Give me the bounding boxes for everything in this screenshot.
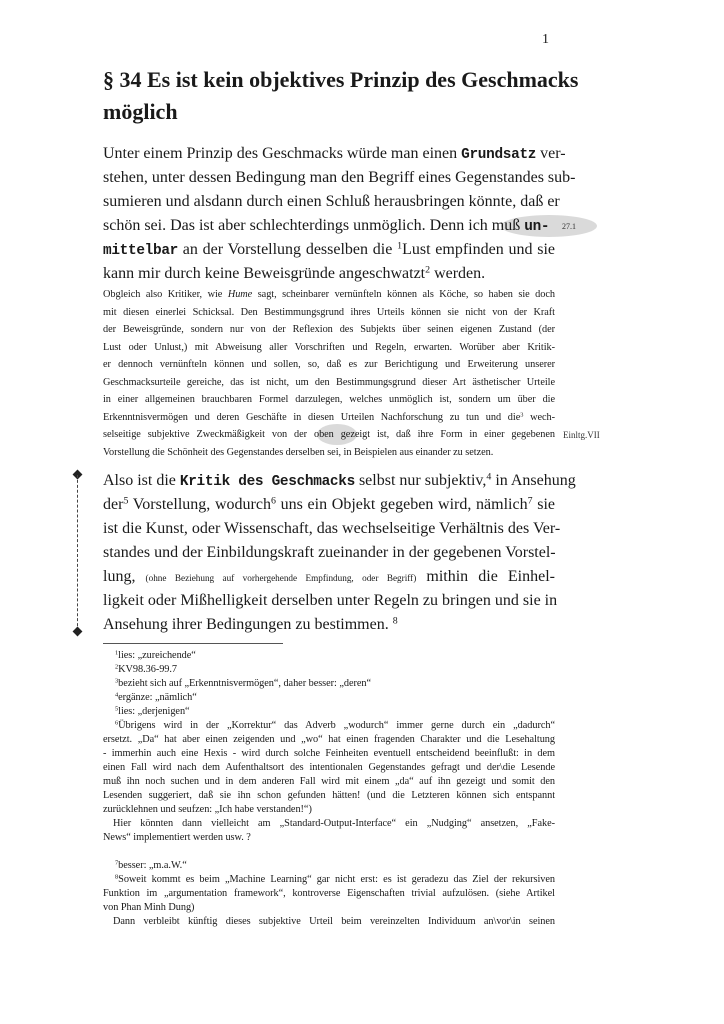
section-heading-line-2: möglich xyxy=(103,99,178,124)
footnote-7 xyxy=(103,859,555,873)
text-line: Geschmacksurteile gereiche, das ist nicht, um den Bestimmungsgrund dieser Art ästhetischer Urteile xyxy=(103,376,555,388)
footnote-2 xyxy=(103,663,555,677)
text-line xyxy=(103,238,555,262)
text-line xyxy=(103,262,555,286)
text-line: der Beweisgründe, sondern nur von der Reflexion des Subjekts über seinen eigenen Zustand (der xyxy=(103,324,555,335)
text-line: stehen, unter dessen Bedingung man den Begriff eines Gegenstandes sub- xyxy=(103,169,576,186)
section-heading-line-1: § 34 Es ist kein objektives Prinzip des Geschmacks xyxy=(103,67,579,92)
footnote-1 xyxy=(103,649,555,663)
page-body xyxy=(103,64,600,929)
text: lung, xyxy=(103,568,146,585)
footnote-text: bezieht sich auf „Erkenntnisvermögen“, daher besser: „deren“ xyxy=(118,678,372,689)
text-line: ist die Kunst, oder Wissenschaft, das wechselseitige Verhältnis des Ver- xyxy=(103,520,561,537)
footnote-mark: 4 xyxy=(115,691,119,699)
text-line xyxy=(103,493,555,517)
change-bar-end-marker-icon xyxy=(73,627,83,637)
footnote-line: Lesenden suggeriert, daß sie ihn schon gefunden hätten! (und die Letzteren können sich entspannt xyxy=(103,790,555,801)
text-line xyxy=(103,426,555,444)
footnote-text: Übrigens wird in der „Korrektur“ das Adverb „wodurch“ immer gerne durch ein „dadurch“ xyxy=(118,720,555,731)
footnote-text: Soweit kommt es beim „Machine Learning“ gar nicht erst: es ist geradezu das Ziel der rekursiven xyxy=(118,874,555,885)
italic-name: Hume xyxy=(227,289,253,300)
footnote-ref[interactable]: 8 xyxy=(392,615,398,627)
text: Also ist die xyxy=(103,472,180,489)
text: kann mir durch keine Beweisgründe angeschwatzt xyxy=(103,265,426,282)
footnote-mark: 8 xyxy=(115,873,119,881)
footnote-line: einen Fall wird nach dem Aufenthaltsort des intentionalen Gegenstandes gefragt und der\die Lesende xyxy=(103,762,555,773)
text-line xyxy=(103,409,555,427)
footnote-line: von Phan Minh Dung) xyxy=(103,902,195,913)
footnote-text: besser: „m.a.W.“ xyxy=(118,860,187,871)
text: werden. xyxy=(430,265,486,282)
change-bar xyxy=(77,475,78,631)
footnote-line: - immerhin auch eine Hexis - wird durch solche Feinheiten eventuell entscheidend beeinflußt: in dem xyxy=(103,748,555,759)
footnote-line: zurücklehnen und seufzen: „Ich habe verstanden!“) xyxy=(103,804,312,815)
footnote-line: muß ihn noch suchen und in dem anderen Fall wird mit einem „da“ auf ihn gezeigt und somit den xyxy=(103,776,555,787)
text: sie xyxy=(532,496,555,513)
footnote-mark: 3 xyxy=(115,677,119,685)
text-line: Lust oder Unlust,) mit Abweisung aller Vorschriften und Regeln, erwarten. Worüber aber Kritik- xyxy=(103,341,555,353)
text-line: Vorstellung die Schönheit des Gegenstandes derselben sei, in Beispielen aus einander zu setzen. xyxy=(103,446,494,458)
paragraph-2-quote xyxy=(103,286,600,461)
text: in Ansehung xyxy=(491,472,576,489)
footnote-text: lies: „derjenigen“ xyxy=(118,706,190,717)
footnote-text: KV98.36-99.7 xyxy=(118,664,178,675)
margin-note-ref: Einltg.VII xyxy=(563,430,600,440)
text-line xyxy=(103,565,555,589)
text: der xyxy=(103,496,124,513)
text: Ansehung ihrer Bedingungen zu bestimmen. xyxy=(103,616,393,633)
text: schön sei. Das ist aber schlechterdings unmöglich. Denn ich muß xyxy=(103,217,525,234)
footnote-mark: 6 xyxy=(115,719,119,727)
text: sagt, scheinbarer vernünfteln können als Köche, so haben sie doch xyxy=(252,289,555,300)
footnote-mark: 5 xyxy=(115,705,119,713)
footnote-line: News“ implementiert werden usw. ? xyxy=(103,832,251,843)
footnote-ref[interactable]: 7 xyxy=(527,495,533,507)
text: selseitige subjektive Zweckmäßigkeit von der xyxy=(103,429,314,440)
text: wech- xyxy=(523,411,555,423)
parenthetical-aside: (ohne Beziehung auf vorhergehende Empfindung, oder Begriff) xyxy=(145,573,417,583)
footnote-mark: 7 xyxy=(115,859,119,867)
footnote-mark: 1 xyxy=(115,649,119,657)
footnote-line xyxy=(103,873,555,887)
paragraph-3 xyxy=(103,469,576,637)
text-line: er dennoch vernünfteln können und sollen, so, daß es zur Berichtigung und Erweiterung unserer xyxy=(103,359,555,370)
footnote-text: ergänze: „nämlich“ xyxy=(118,692,197,703)
text-line xyxy=(103,613,555,637)
text-line: mit diesen einerlei Schicksal. Den Bestimmungsgrund ihres Urteils können sie nicht von der Kraft xyxy=(103,306,555,318)
footnote-ref[interactable]: 5 xyxy=(123,495,129,507)
footnote-line: ersetzt. „Da“ hat aber einen zeigenden und „wo“ hat einen fragenden Charakter und die Lesehaltung xyxy=(103,734,555,745)
footnote-6 xyxy=(103,719,555,845)
text: ver- xyxy=(536,145,566,162)
text-line: sumieren und alsdann durch einen Schluß herausbringen könnte, daß er xyxy=(103,193,560,210)
text-line xyxy=(103,142,566,166)
text-line: in einer allgemeinen brauchbaren Formel darzulegen, welches unmöglich ist, sondern um über die xyxy=(103,394,555,405)
text: gezeigt ist, daß ihre Form in einer gegebenen xyxy=(333,429,555,440)
text-line: standes und der Einbildungskraft zueinander in der gegebenen Vorstel- xyxy=(103,544,556,561)
text-line xyxy=(103,214,555,238)
emphasis-term: Grundsatz xyxy=(461,147,537,163)
text: selbst nur subjektiv, xyxy=(354,472,487,489)
page-number: 1 xyxy=(542,32,549,47)
text: Vorstellung, wodurch xyxy=(128,496,271,513)
margin-note-ref: 27.1 xyxy=(562,222,576,231)
footnote-ref[interactable]: 2 xyxy=(425,264,431,276)
footnote-rule xyxy=(103,643,283,644)
text: mithin die Einhel- xyxy=(416,568,556,585)
footnote-line xyxy=(103,719,555,733)
footnote-line: Funktion im „argumentation framework“, kontroverse Eigenschaften trivial aufzulösen. (siehe Artikel xyxy=(103,888,555,899)
footnote-4 xyxy=(103,691,555,705)
footnote-5 xyxy=(103,705,555,719)
footnote-ref[interactable]: 1 xyxy=(397,240,403,252)
text: uns ein Objekt gegeben wird, nämlich xyxy=(275,496,528,513)
footnote-3 xyxy=(103,677,555,691)
text-line xyxy=(103,286,555,304)
footnote-ref[interactable]: 6 xyxy=(270,495,276,507)
text: Lust empfinden und sie xyxy=(402,241,555,258)
emphasis-term: mittelbar xyxy=(103,243,179,259)
footnote-mark: 2 xyxy=(115,663,119,671)
footnote-8 xyxy=(103,873,555,929)
section-heading xyxy=(103,64,579,128)
text-line xyxy=(103,469,576,493)
emphasis-term: Kritik des Geschmacks xyxy=(179,474,355,490)
annotated-line-wrap xyxy=(103,426,600,444)
text: Obgleich also Kritiker, wie xyxy=(103,289,228,300)
footnote-line: Dann verbleibt künftig dieses subjektive Urteil beim vereinzelten Individuum an\vor\in seinen xyxy=(113,916,555,927)
footnotes xyxy=(103,649,555,929)
text-line: ligkeit oder Mißhelligkeit derselben unter Regeln zu bringen und sie in xyxy=(103,592,558,609)
footnote-ref[interactable]: 4 xyxy=(486,471,492,483)
paragraph-1 xyxy=(103,142,576,286)
emphasis-term: un- xyxy=(524,219,550,235)
footnote-ref[interactable]: 3 xyxy=(520,411,524,418)
text: Unter einem Prinzip des Geschmacks würde man einen xyxy=(103,145,462,162)
footnote-line: Hier könnten dann vielleicht am „Standard-Output-Interface“ ein „Nudging“ ansetzen, „Fake- xyxy=(113,818,555,829)
annotated-line-wrap xyxy=(103,214,576,238)
text: Erkenntnisvermögen und deren Geschäfte in diesen Urteilen Nachforschung zu tun und die xyxy=(103,411,521,423)
footnote-text: lies: „zureichende“ xyxy=(118,650,196,661)
highlighted-word: oben xyxy=(313,429,334,440)
text: an der Vorstellung desselben die xyxy=(178,241,398,258)
